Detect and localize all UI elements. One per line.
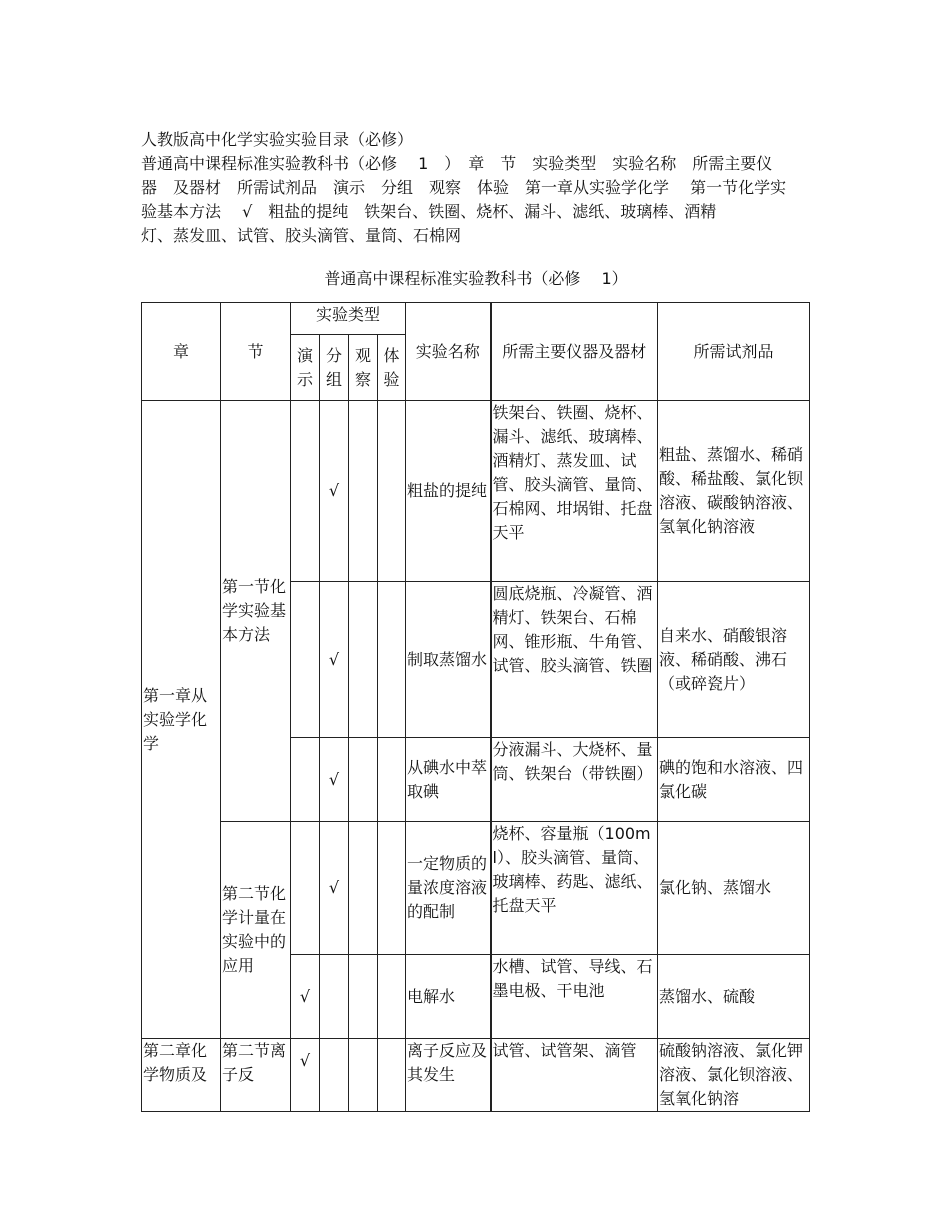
section-cell: 第二节化学计量在实验中的应用 (221, 822, 291, 1039)
equipment-cell: 水槽、试管、导线、石墨电极、干电池 (491, 955, 658, 1039)
equipment-cell: 圆底烧瓶、冷凝管、酒精灯、铁架台、石棉网、锥形瓶、牛角管、试管、胶头滴管、铁圈 (491, 582, 658, 738)
experiment-name: 粗盐的提纯 (406, 401, 491, 582)
equipment-cell: 试管、试管架、滴管 (491, 1039, 658, 1112)
intro-paragraph (141, 128, 811, 248)
section-cell: 第二节离子反 (221, 1039, 291, 1112)
experiment-name: 一定物质的量浓度溶液的配制 (406, 822, 491, 955)
section-cell: 第一节化学实验基本方法 (221, 401, 291, 822)
group-cell: √ (320, 822, 349, 955)
reagents-cell: 硫酸钠溶液、氯化钾溶液、氯化钡溶液、氢氧化钠溶 (658, 1039, 810, 1112)
experiment-name: 电解水 (406, 955, 491, 1039)
header-name: 实验名称 (406, 303, 491, 401)
chapter-cell: 第一章从实验学化学 (142, 401, 221, 1039)
table-row (142, 822, 810, 955)
intro-line: 验基本方法 √ 粗盐的提纯 铁架台、铁圈、烧杯、漏斗、滤纸、玻璃棒、酒精 (141, 202, 717, 221)
experience-cell (378, 1039, 406, 1112)
header-reagents: 所需试剂品 (658, 303, 810, 401)
experiment-name: 制取蒸馏水 (406, 582, 491, 738)
reagents-cell: 粗盐、蒸馏水、稀硝酸、稀盐酸、氯化钡溶液、碳酸钠溶液、氢氧化钠溶液 (658, 401, 810, 582)
header-group: 分组 (320, 335, 349, 401)
experience-cell (378, 822, 406, 955)
equipment-cell: 分液漏斗、大烧杯、量筒、铁架台（带铁圈） (491, 738, 658, 822)
group-cell (320, 955, 349, 1039)
header-equipment: 所需主要仪器及器材 (491, 303, 658, 401)
demo-cell (291, 582, 320, 738)
observe-cell (349, 738, 378, 822)
equipment-cell: 铁架台、铁圈、烧杯、漏斗、滤纸、玻璃棒、酒精灯、蒸发皿、试管、胶头滴管、量筒、石棉网、坩埚钳、托盘天平 (491, 401, 658, 582)
experiment-name: 从碘水中萃取碘 (406, 738, 491, 822)
table-row (142, 401, 810, 582)
demo-cell (291, 822, 320, 955)
chapter-cell: 第二章化学物质及 (142, 1039, 221, 1112)
demo-cell: √ (291, 955, 320, 1039)
demo-cell (291, 401, 320, 582)
table-title: 普通高中课程标准实验教科书（必修 1） (324, 269, 628, 288)
observe-cell (349, 401, 378, 582)
experiment-table (141, 302, 810, 1112)
intro-line: 器 及器材 所需试剂品 演示 分组 观察 体验 第一章从实验学化学 第一节化学实 (141, 178, 787, 197)
group-cell: √ (320, 582, 349, 738)
reagents-cell: 自来水、硝酸银溶液、稀硝酸、沸石（或碎瓷片） (658, 582, 810, 738)
reagents-cell: 蒸馏水、硫酸 (658, 955, 810, 1039)
reagents-cell: 氯化钠、蒸馏水 (658, 822, 810, 955)
table-row (142, 1039, 810, 1112)
experience-cell (378, 955, 406, 1039)
header-type: 实验类型 (291, 303, 406, 335)
group-cell (320, 1039, 349, 1112)
equipment-cell: 烧杯、容量瓶（100ml）、胶头滴管、量筒、玻璃棒、药匙、滤纸、托盘天平 (491, 822, 658, 955)
observe-cell (349, 955, 378, 1039)
observe-cell (349, 582, 378, 738)
header-observe: 观察 (349, 335, 378, 401)
header-demo: 演示 (291, 335, 320, 401)
demo-cell (291, 738, 320, 822)
header-experience: 体验 (378, 335, 406, 401)
experience-cell (378, 401, 406, 582)
header-chapter: 章 (142, 303, 221, 401)
experiment-name: 离子反应及其发生 (406, 1039, 491, 1112)
experience-cell (378, 582, 406, 738)
demo-cell: √ (291, 1039, 320, 1112)
group-cell: √ (320, 401, 349, 582)
intro-line: 普通高中课程标准实验教科书（必修 1 ） 章 节 实验类型 实验名称 所需主要仪 (141, 154, 773, 173)
header-section: 节 (221, 303, 291, 401)
observe-cell (349, 822, 378, 955)
intro-line: 灯、蒸发皿、试管、胶头滴管、量筒、石棉网 (141, 226, 462, 245)
header-row (142, 303, 810, 335)
experience-cell (378, 738, 406, 822)
intro-line: 人教版高中化学实验实验目录（必修） (141, 130, 414, 149)
group-cell: √ (320, 738, 349, 822)
reagents-cell: 碘的饱和水溶液、四氯化碳 (658, 738, 810, 822)
observe-cell (349, 1039, 378, 1112)
